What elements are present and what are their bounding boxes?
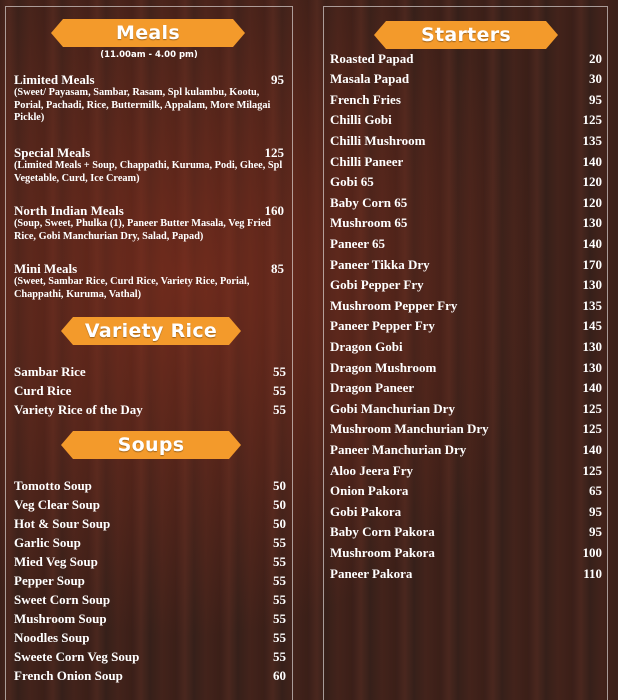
- meal-price: 85: [271, 261, 284, 276]
- item-name: Sweete Corn Veg Soup: [14, 648, 140, 664]
- item-price: 95: [589, 91, 602, 107]
- item-price: 145: [582, 318, 602, 334]
- meal-item: [14, 203, 286, 243]
- meal-price: 125: [264, 145, 284, 160]
- item-price: 120: [582, 174, 602, 190]
- item-name: Tomotto Soup: [14, 477, 92, 493]
- item-name: Garlic Soup: [14, 534, 81, 550]
- item-price: 55: [273, 610, 286, 626]
- menu-row: [14, 476, 286, 495]
- item-price: 125: [582, 400, 602, 416]
- item-price: 55: [273, 572, 286, 588]
- meal-description: (Soup, Sweet, Phulka (1), Paneer Butter Masala, Veg Fried Rice, Gobi Manchurian Dry, Salad, Papad): [14, 218, 272, 242]
- item-name: Mied Veg Soup: [14, 553, 98, 569]
- item-price: 95: [589, 524, 602, 540]
- menu-row: [14, 495, 286, 514]
- item-name: Mushroom 65: [330, 215, 408, 231]
- menu-row: [14, 609, 286, 628]
- menu-row: [14, 571, 286, 590]
- item-name: Paneer Pakora: [330, 565, 413, 581]
- item-name: Sweet Corn Soup: [14, 591, 111, 607]
- item-price: 55: [273, 629, 286, 645]
- item-name: Gobi Manchurian Dry: [330, 400, 455, 416]
- item-price: 135: [582, 132, 602, 148]
- menu-row: [330, 379, 602, 398]
- item-name: French Onion Soup: [14, 667, 123, 683]
- item-price: 50: [273, 515, 286, 531]
- item-name: Baby Corn 65: [330, 194, 408, 210]
- item-name: Mushroom Pepper Fry: [330, 297, 458, 313]
- meal-price: 160: [264, 203, 284, 218]
- item-name: Onion Pakora: [330, 483, 409, 499]
- item-price: 130: [582, 277, 602, 293]
- item-name: Dragon Paneer: [330, 380, 415, 396]
- item-price: 55: [273, 363, 286, 379]
- item-name: Gobi 65: [330, 174, 374, 190]
- menu-row: [330, 234, 602, 253]
- menu-row: [14, 514, 286, 533]
- meals-banner: [63, 19, 233, 47]
- menu-row: [14, 590, 286, 609]
- item-price: 135: [582, 297, 602, 313]
- menu-row: [330, 358, 602, 377]
- menu-row: [330, 482, 602, 501]
- item-price: 140: [582, 235, 602, 251]
- item-price: 140: [582, 153, 602, 169]
- item-price: 65: [589, 483, 602, 499]
- meal-name: Limited Meals: [14, 72, 95, 87]
- menu-row: [330, 193, 602, 212]
- item-price: 20: [589, 50, 602, 66]
- item-name: Veg Clear Soup: [14, 496, 100, 512]
- menu-row: [330, 317, 602, 336]
- menu-row: [14, 533, 286, 552]
- item-price: 130: [582, 338, 602, 354]
- item-name: Dragon Gobi: [330, 338, 403, 354]
- menu-row: [330, 70, 602, 89]
- item-name: Paneer 65: [330, 235, 385, 251]
- menu-row: [14, 381, 286, 400]
- item-name: Mushroom Manchurian Dry: [330, 421, 489, 437]
- meal-description: (Limited Meals + Soup, Chappathi, Kuruma, Podi, Ghee, Spl Vegetable, Curd, Ice Cream): [14, 160, 283, 184]
- menu-row: [330, 255, 602, 274]
- item-price: 140: [582, 380, 602, 396]
- item-price: 60: [273, 667, 286, 683]
- meal-item: [14, 261, 286, 301]
- menu-row: [330, 440, 602, 459]
- menu-row: [330, 502, 602, 521]
- item-price: 50: [273, 496, 286, 512]
- menu-row: [330, 420, 602, 439]
- item-price: 55: [273, 401, 286, 417]
- menu-row: [330, 276, 602, 295]
- menu-row: [330, 461, 602, 480]
- item-price: 125: [582, 421, 602, 437]
- menu-row: [330, 543, 602, 562]
- item-price: 130: [582, 359, 602, 375]
- menu-row: [14, 362, 286, 381]
- menu-row: [330, 399, 602, 418]
- menu-row: [14, 666, 286, 685]
- menu-row: [14, 552, 286, 571]
- item-name: Chilli Mushroom: [330, 132, 426, 148]
- left-menu-column: [5, 6, 293, 700]
- meal-name: Mini Meals: [14, 261, 78, 276]
- menu-row: [330, 173, 602, 192]
- item-name: Mushroom Soup: [14, 610, 107, 626]
- meals-title: Meals: [116, 22, 180, 44]
- menu-row: [330, 90, 602, 109]
- menu-row: [330, 337, 602, 356]
- meal-item: [14, 72, 286, 125]
- item-price: 140: [582, 441, 602, 457]
- meal-description: (Sweet/ Payasam, Sambar, Rasam, Spl kulambu, Kootu, Porial, Pachadi, Rice, Buttermilk, Appalam, More Milagai Pickle): [14, 87, 271, 124]
- item-name: Curd Rice: [14, 382, 72, 398]
- item-price: 110: [583, 565, 602, 581]
- item-price: 100: [582, 544, 602, 560]
- item-name: Dragon Mushroom: [330, 359, 437, 375]
- meals-timing: (11.00am - 4.00 pm): [100, 50, 198, 60]
- meal-name: North Indian Meals: [14, 203, 124, 218]
- item-name: Mushroom Pakora: [330, 544, 435, 560]
- menu-row: [14, 647, 286, 666]
- item-name: French Fries: [330, 91, 401, 107]
- item-name: Noodles Soup: [14, 629, 90, 645]
- menu-row: [330, 564, 602, 583]
- menu-row: [330, 296, 602, 315]
- item-price: 130: [582, 215, 602, 231]
- menu-row: [330, 152, 602, 171]
- item-name: Aloo Jeera Fry: [330, 462, 414, 478]
- item-price: 30: [589, 71, 602, 87]
- meal-item: [14, 145, 286, 185]
- soups-title: Soups: [117, 434, 185, 456]
- item-price: 170: [582, 256, 602, 272]
- menu-row: [14, 628, 286, 647]
- item-name: Baby Corn Pakora: [330, 524, 435, 540]
- item-name: Gobi Pepper Fry: [330, 277, 424, 293]
- item-price: 55: [273, 534, 286, 550]
- variety-rice-title: Variety Rice: [84, 320, 218, 342]
- meal-name: Special Meals: [14, 145, 91, 160]
- item-price: 55: [273, 648, 286, 664]
- item-price: 95: [589, 503, 602, 519]
- menu-row: [330, 49, 602, 68]
- item-price: 120: [582, 194, 602, 210]
- item-name: Sambar Rice: [14, 363, 86, 379]
- starters-title: Starters: [420, 24, 511, 46]
- menu-row: [330, 523, 602, 542]
- item-price: 125: [582, 112, 602, 128]
- item-name: Pepper Soup: [14, 572, 85, 588]
- right-menu-column: [323, 6, 608, 700]
- soups-banner: [73, 431, 229, 459]
- item-name: Chilli Paneer: [330, 153, 404, 169]
- menu-row: [14, 400, 286, 419]
- variety-rice-banner: [73, 317, 229, 345]
- item-name: Variety Rice of the Day: [14, 401, 143, 417]
- item-price: 55: [273, 382, 286, 398]
- item-name: Chilli Gobi: [330, 112, 392, 128]
- meal-price: 95: [271, 72, 284, 87]
- item-name: Roasted Papad: [330, 50, 414, 66]
- meal-description: (Sweet, Sambar Rice, Curd Rice, Variety Rice, Porial, Chappathi, Kuruma, Vathal): [14, 276, 250, 300]
- menu-row: [330, 131, 602, 150]
- menu-row: [330, 214, 602, 233]
- item-name: Paneer Pepper Fry: [330, 318, 435, 334]
- item-name: Gobi Pakora: [330, 503, 402, 519]
- item-name: Paneer Tikka Dry: [330, 256, 430, 272]
- item-price: 55: [273, 553, 286, 569]
- item-name: Hot & Sour Soup: [14, 515, 111, 531]
- menu-row: [330, 111, 602, 130]
- item-price: 55: [273, 591, 286, 607]
- item-name: Paneer Manchurian Dry: [330, 441, 467, 457]
- item-price: 125: [582, 462, 602, 478]
- starters-banner: [386, 21, 546, 49]
- item-name: Masala Papad: [330, 71, 410, 87]
- item-price: 50: [273, 477, 286, 493]
